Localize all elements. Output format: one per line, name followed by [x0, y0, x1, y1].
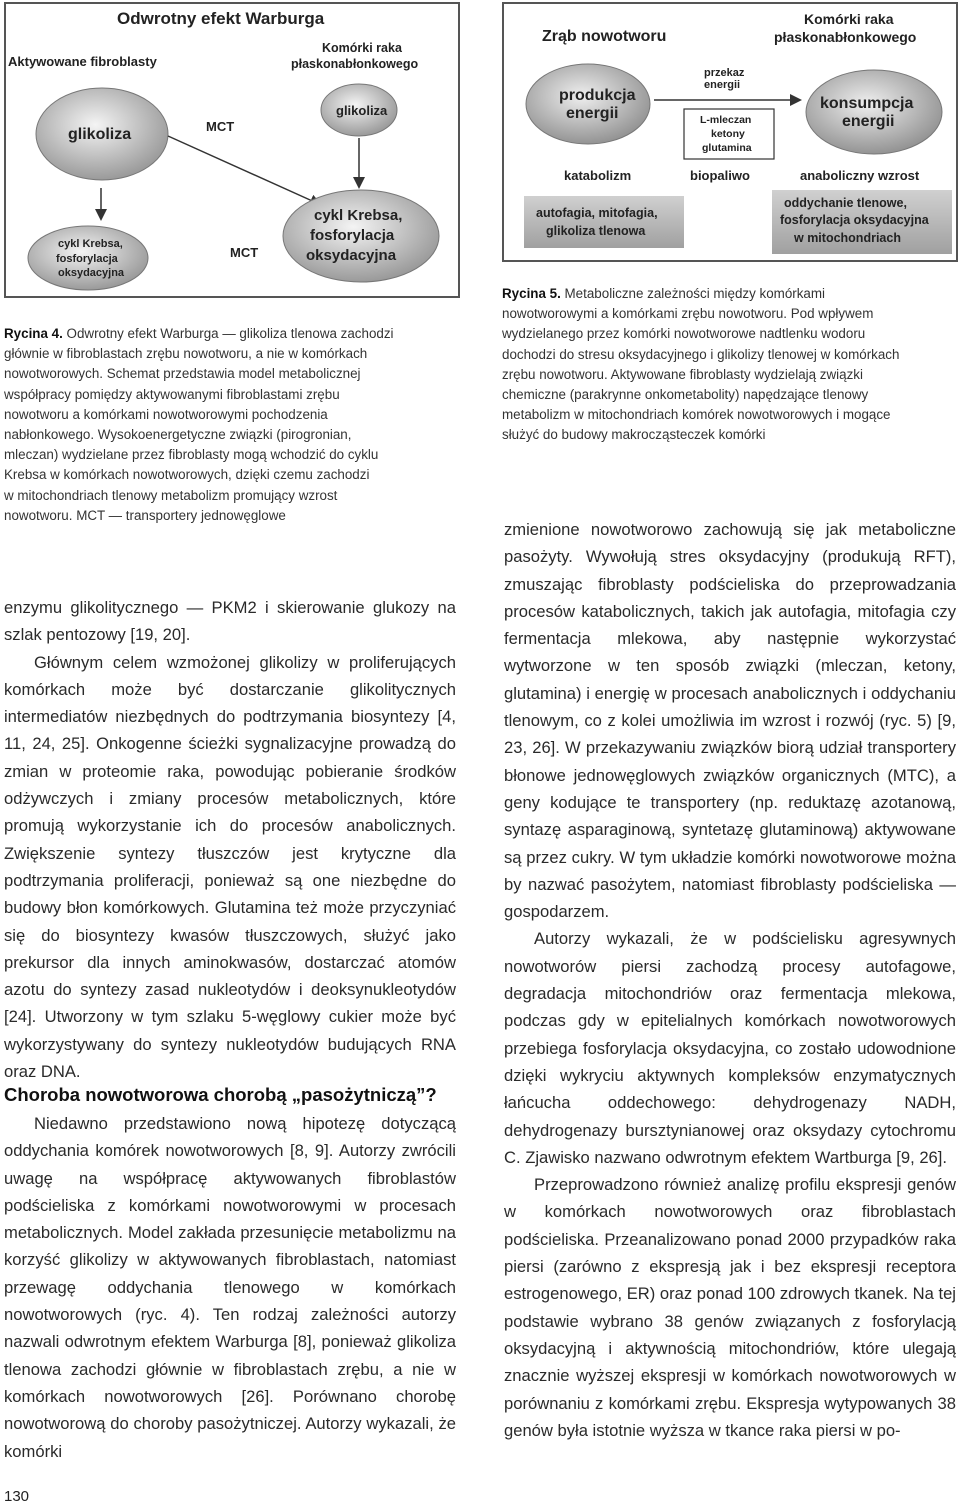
fig5-cancer-process-1: oddychanie tlenowe,	[784, 196, 907, 210]
caption5-line: nowotworowymi a komórkami zrębu nowotworu. Pod wpływem	[502, 306, 874, 322]
fig4-cancer-label-2: płaskonabłonkowego	[291, 57, 419, 71]
caption4-line: Krebsa w komórkach nowotworowych, dzięki czemu zachodzi	[4, 467, 370, 483]
caption4-line: nowotworu a komórkami nowotworowymi pochodzenia	[4, 406, 328, 422]
fig5-biofuel: biopaliwo	[690, 168, 750, 183]
caption4-label: Rycina 4.	[4, 326, 63, 341]
caption4-line: mleczan) wydzielane przez fibroblasty mogą wchodzić do cyklu	[4, 447, 379, 463]
caption4-line: nowotworowych. Schemat przedstawia model metabolicznej	[4, 366, 361, 382]
fig5-cancer-process-3: w mitochondriach	[794, 231, 901, 245]
fig4-glycolysis-left: glikoliza	[68, 126, 132, 143]
left-paragraph-1: enzymu glikolitycznego — PKM2 i skierowanie glukozy na szlak pentozowy [19, 20].	[4, 598, 456, 645]
left-column-text	[4, 594, 456, 1085]
fig5-cancer-label-1: Komórki raka	[804, 11, 894, 27]
caption4-line: nabłonkowego. Wysokoenergetyczne związki (pirogronian,	[4, 427, 352, 443]
figure-5-caption	[502, 284, 957, 446]
fig4-cancer-label-1: Komórki raka	[322, 41, 402, 55]
fig4-arrow-to-krebs	[168, 136, 319, 204]
caption5-line-text: Metaboliczne zależności między komórkami	[560, 286, 826, 301]
caption4-line	[4, 324, 454, 344]
fig5-stroma-process-bar	[524, 196, 684, 248]
fig5-consumption-2: energii	[842, 113, 895, 130]
caption5-line: służyć do budowy makrocząsteczek komórki	[502, 427, 766, 443]
right-paragraph-2: Autorzy wykazali, że w podścielisku agresywnych nowotworów piersi zachodzą procesy autofagowe, degradacja mitochondriów oraz fermentacja mlekowa, podczas gdy w epitelialnych komórkach nowotworowych przebiega fosforylacja oksydacyjna, co zostało udowodnione dzięki wykryciu aktywnych kompleksów enzymatycznych łańcucha oddechowego: dehydrogenazy NADH, dehydrogenazy bursztynianowej oraz oksydazy cytochromu C. Zjawisko nazwano odwrotnym efektem Wartburga [9, 26].	[504, 929, 956, 1167]
left-column-text-2	[4, 1110, 456, 1465]
fig5-production-oval	[526, 64, 650, 144]
fig5-catabolism: katabolizm	[564, 168, 632, 183]
fig4-mct-bottom: MCT	[230, 245, 259, 260]
caption5-line: zrębu nowotworu. Aktywowane fibroblasty wydzielają związki	[502, 366, 863, 382]
right-paragraph-3: Przeprowadzono również analizę profilu ekspresji genów w komórkach nowotworowych oraz fibroblastach podścieliska. Przeanalizowano ponad 2000 przypadków raka piersi (zarówno z ekspresją jak i bez ekspresji receptora estrogenowego, ER) oraz ponad 100 zdrowych tkanek. Na tej podstawie wybrano 38 genów związanych z fosforylacją oksydacyjną i aktywnością mitochondriów, które ulegają znacznie wyższej ekspresji w komórkach nowotworowych w porównaniu z komórkami zrębu. Ekspresja wytypowanych 38 genów była istotnie wyższa w tkance raka piersi w po-	[504, 1175, 956, 1440]
caption5-line: dochodzi do stresu oksydacyjnego i glikolizy tlenowej w komórkach	[502, 346, 900, 362]
left-paragraph-3: Niedawno przedstawiono nową hipotezę dotyczącą oddychania komórek nowotworowych [8, 9]. Autorzy zwrócili uwagę na współpracę aktywowanych fibroblastów podścieliska z komórkami nowotworowymi w procesach metabolicznych. Model zakłada przesunięcie metabolizmu na korzyść glikolizy w aktywowanych fibroblastach, natomiast przewagę oddychania tlenowego w komórkach nowotworowych (ryc. 4). Ten rodzaj zależności autorzy nazwali odwrotnym efektem Warburga [8], ponieważ glikoliza tlenowa zachodzi głównie w fibroblastach zrębu, a nie w komórkach nowotworowych [26]. Porównano chorobę nowotworową do choroby pasożytniczej. Autorzy wykazali, że komórki	[4, 1114, 456, 1461]
right-paragraph-1: zmienione nowotworowo zachowują się jak metaboliczne pasożyty. Wywołują stres oksydacyjny (produkują RFT), zmuszając fibroblasty podścieliska do przeprowadzania procesów katabolicznych, takich jak autofagia, mitofagia czy fermentacja mlekowa, aby następnie wykorzystać wytworzone w ten sposób związki (mleczan, ketony, glutamina) i energię w procesach anabolicznych i oddychaniu tlenowym, co z kolei umożliwia im wzrost i rozwój (ryc. 5) [9, 23, 26]. W przekazywaniu związków biorą udział transportery błonowe jednowęglowych związków organicznych (MTC), a geny kodujące te transportery (np. reduktazę azotanową, syntazę asparaginową, syntetazę glutaminową) aktywowane są przez cukry. W tym układzie komórki nowotworowe można by nazwać pasożytem, natomiast fibroblasty podścieliska — gospodarzem.	[504, 520, 956, 922]
caption5-line	[502, 284, 957, 304]
fig4-krebs-right-1: cykl Krebsa,	[314, 207, 403, 224]
fig4-fibroblasts-label: Aktywowane fibroblasty	[8, 54, 157, 69]
fig5-transfer-2: energii	[704, 79, 741, 91]
caption4-line: w mitochondriach tlenowy metabolizm promujący wzrost	[4, 487, 338, 503]
fig4-krebs-right-2: fosforylacja	[310, 227, 395, 244]
fig4-krebs-right-3: oksydacyjna	[306, 247, 397, 264]
right-column-text	[504, 516, 956, 1444]
fig5-consumption-1: konsumpcja	[820, 95, 914, 112]
fig5-cancer-process-2: fosforylacja oksydacyjna	[780, 213, 929, 227]
figure-4-svg	[6, 4, 458, 296]
fig5-cancer-label-2: płaskonabłonkowego	[774, 29, 917, 45]
fig4-glycolysis-right: glikoliza	[336, 103, 388, 118]
caption4-line: głównie w fibroblastach zrębu nowotworu, a nie w komórkach	[4, 346, 368, 362]
fig4-krebs-left-3: oksydacyjna	[58, 267, 125, 279]
fig4-krebs-left-2: fosforylacja	[56, 253, 118, 265]
fig5-stroma-process-1: autofagia, mitofagia,	[536, 206, 658, 220]
fig5-production-2: energii	[566, 105, 619, 122]
caption5-label: Rycina 5.	[502, 286, 561, 301]
fig5-transfer-item-1: L-mleczan	[700, 114, 752, 126]
left-paragraph-2: Głównym celem wzmożonej glikolizy w proliferujących komórkach może być dostarczanie glikolitycznych intermediatów niezbędnych do podtrzymania biosyntezy [4, 11, 24, 25]. Onkogenne ścieżki sygnalizacyjne prowadzą do zmian w proteomie raka, powodując pobieranie środków odżywczych i zmiany procesów metabolicznych, które promują wykorzystanie ich do procesów anabolicznych. Zwiększenie syntezy tłuszczów jest krytyczne dla podtrzymania proliferacji, ponieważ są one niezbędne do budowy błon komórkowych. Glutamina też może przyczyniać się do biosyntezy kwasów tłuszczowych, służyć jako prekursor dla innych aminokwasów, dostarczać atomów azotu do syntezy zasad nukleotydów i deoksynukleotydów [24]. Utworzony w tym szlaku 5-węglowy cukier może być wykorzystywany do syntezy nukleotydów budujących RNA oraz DNA.	[4, 652, 456, 1082]
fig5-transfer-item-3: glutamina	[702, 142, 752, 154]
fig5-transfer-item-2: ketony	[711, 128, 745, 140]
fig4-title: Odwrotny efekt Warburga	[117, 9, 325, 28]
figure-4-caption	[4, 324, 454, 526]
caption5-line: chemiczne (parakrynne onkometabolity) napędzające tlenowy	[502, 387, 869, 403]
fig5-stroma-label: Zrąb nowotworu	[542, 28, 667, 45]
fig5-transfer-1: przekaz	[704, 67, 745, 79]
fig5-stroma-process-2: glikoliza tlenowa	[546, 224, 646, 238]
page-number: 130	[4, 1488, 30, 1505]
figure-5-diagram	[502, 2, 958, 262]
caption4-line-text: Odwrotny efekt Warburga — glikoliza tlenowa zachodzi	[62, 326, 394, 341]
caption4-line: współpracy pomiędzy aktywowanymi fibroblastami zrębu	[4, 386, 340, 402]
figure-5-svg	[504, 4, 956, 260]
caption5-line: metabolizm w mitochondriach komórek nowotworowych i mogące	[502, 407, 891, 423]
fig5-production-1: produkcja	[559, 87, 636, 104]
fig4-krebs-left-1: cykl Krebsa,	[58, 238, 123, 250]
caption5-line: wydzielanego przez komórki nowotworowe nadtlenku wodoru	[502, 326, 866, 342]
caption4-line: nowotworu. MCT — transportery jednowęglowe	[4, 507, 286, 523]
fig4-mct-top: MCT	[206, 119, 235, 134]
fig5-consumption-oval	[806, 70, 942, 154]
figure-4-diagram	[4, 2, 460, 298]
section-heading: Choroba nowotworowa chorobą „pasożytniczą”?	[4, 1084, 437, 1105]
fig5-anabolic-growth: anaboliczny wzrost	[800, 168, 920, 183]
